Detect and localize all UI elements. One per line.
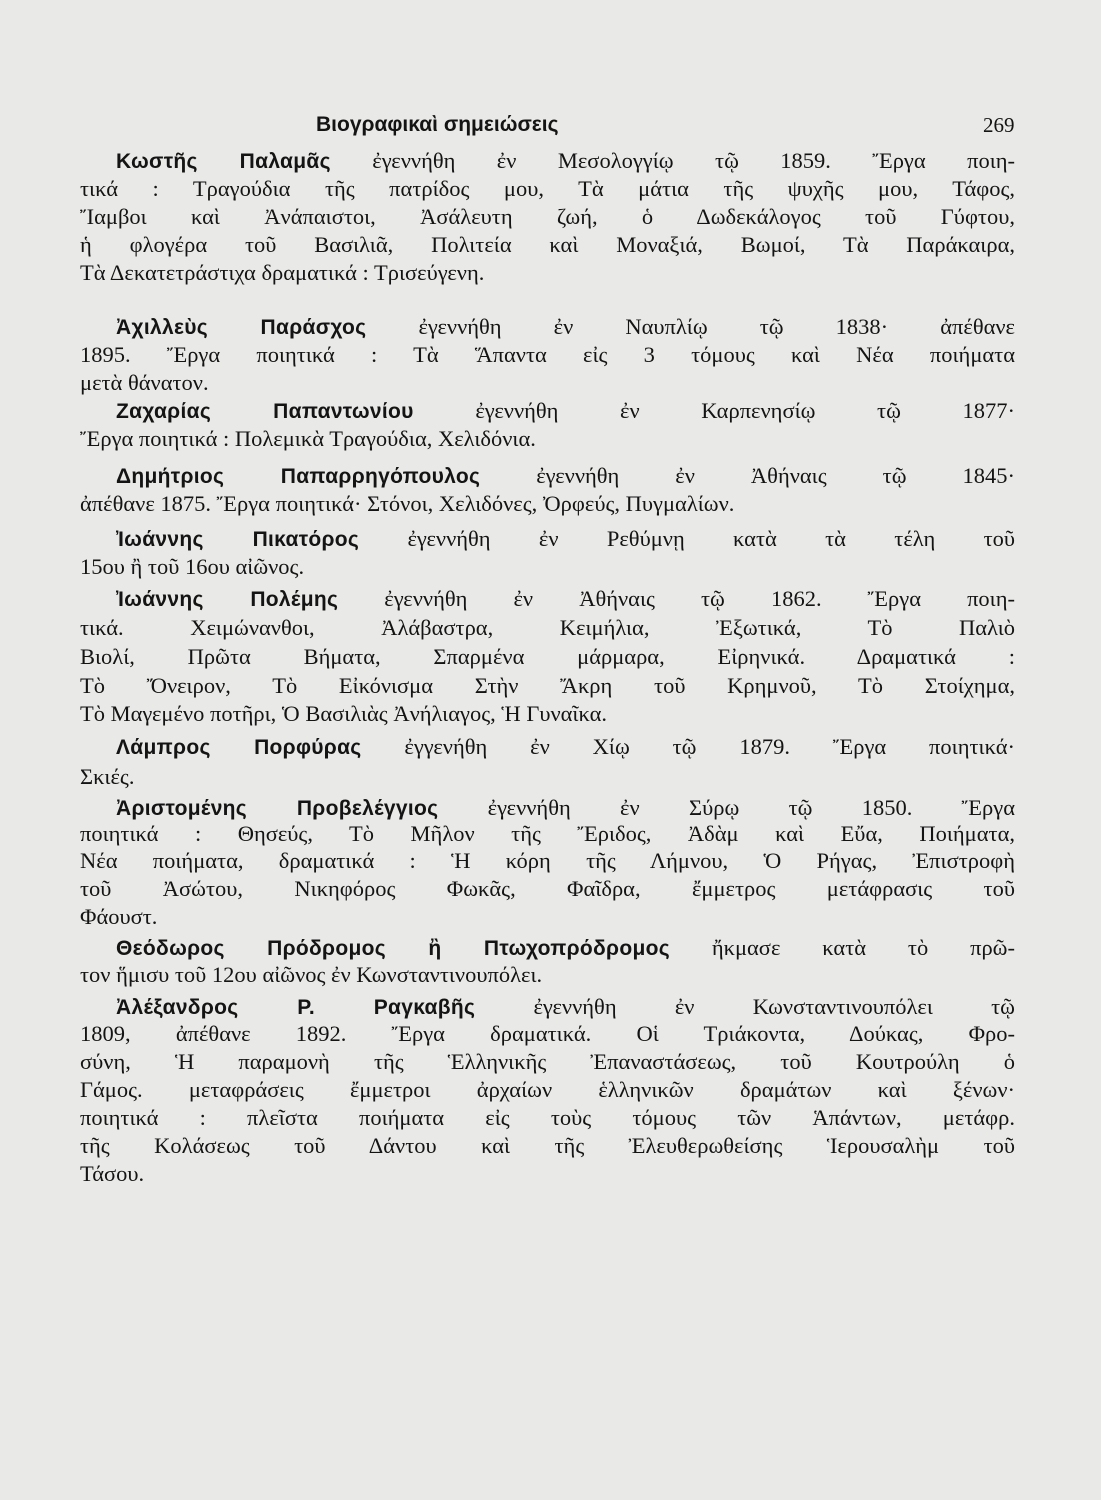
text-line xyxy=(80,586,1015,613)
text-line xyxy=(80,342,1015,368)
text-line xyxy=(80,1105,1015,1131)
text-line xyxy=(80,795,1015,822)
text-line xyxy=(80,426,1015,452)
line-text: ἤκμασε κατὰ τὸ πρῶ- xyxy=(669,935,1015,960)
line-text: ἐγεννήθη ἐν Σύρῳ τῷ 1850. Ἔργα xyxy=(438,795,1015,820)
text-line xyxy=(80,314,1015,341)
person-name: Ζαχαρίας Παπαντωνίου xyxy=(116,400,414,423)
line-text: ἐγεννήθη ἐν Ναυπλίῳ τῷ 1838· ἀπέθανε xyxy=(366,314,1016,339)
text-line xyxy=(80,673,1015,699)
text-line xyxy=(80,204,1015,230)
line-text: ἐγεννήθη ἐν Ρεθύμνῃ κατὰ τὰ τέλη τοῦ xyxy=(359,526,1016,551)
line-text: Τὸ Μαγεμένο ποτῆρι, Ὁ Βασιλιὰς Ἀνήλιαγος, Ἡ Γυναῖκα. xyxy=(80,701,608,726)
text-line xyxy=(80,491,1015,517)
line-text: Τὰ Δεκατετράστιχα δραματικά : Τρισεύγενη. xyxy=(80,260,485,285)
text-line xyxy=(80,904,1015,930)
line-text: ἀπέθανε 1875. Ἔργα ποιητικά· Στόνοι, Χελιδόνες, Ὀρφεύς, Πυγμαλίων. xyxy=(80,491,735,516)
text-line xyxy=(80,1161,1015,1187)
line-text: Ἔργα ποιητικά : Πολεμικὰ Τραγούδια, Χελιδόνια. xyxy=(80,426,536,451)
text-line xyxy=(80,764,1015,790)
person-name: Ἰωάννης Πικατόρος xyxy=(116,528,360,551)
line-text: 1895. Ἔργα ποιητικά : Τὰ Ἅπαντα εἰς 3 τόμους καὶ Νέα ποιήματα xyxy=(80,342,1015,367)
line-text: ἐγεννήθη ἐν Ἀθήναις τῷ 1845· xyxy=(480,463,1015,488)
text-line xyxy=(80,526,1015,553)
line-text: μετὰ θάνατον. xyxy=(80,370,209,395)
text-line xyxy=(80,734,1015,761)
line-text: ἡ φλογέρα τοῦ Βασιλιᾶ, Πολιτεία καὶ Μοναξιά, Βωμοί, Τὰ Παράκαιρα, xyxy=(80,232,1015,257)
text-line xyxy=(80,148,1015,175)
text-line xyxy=(80,1133,1015,1159)
line-text: Ἴαμβοι καὶ Ἀνάπαιστοι, Ἀσάλευτη ζωή, ὁ Δωδεκάλογος τοῦ Γύφτου, xyxy=(80,204,1015,229)
text-line xyxy=(80,398,1015,425)
line-text: τικά. Χειμώνανθοι, Ἀλάβαστρα, Κειμήλια, Ἐξωτικά, Τὸ Παλιὸ xyxy=(80,615,1015,640)
person-name: Ἀχιλλεὺς Παράσχος xyxy=(116,316,367,339)
text-line xyxy=(80,1021,1015,1047)
text-line xyxy=(80,232,1015,258)
line-text: Τάσου. xyxy=(80,1161,145,1186)
text-line xyxy=(80,615,1015,641)
line-text: Σκιές. xyxy=(80,764,135,789)
line-text: 15ου ἢ τοῦ 16ου αἰῶνος. xyxy=(80,554,305,579)
text-line xyxy=(80,463,1015,490)
line-text: ποιητικά : πλεῖστα ποιήματα εἰς τοὺς τόμους τῶν Ἁπάντων, μετάφρ. xyxy=(80,1105,1015,1130)
line-text: ποιητικά : Θησεύς, Τὸ Μῆλον τῆς Ἔριδος, Ἀδὰμ καὶ Εὔα, Ποιήματα, xyxy=(80,821,1015,846)
line-text: 1809, ἀπέθανε 1892. Ἔργα δραματικά. Οἱ Τριάκοντα, Δούκας, Φρο- xyxy=(80,1021,1015,1046)
text-line xyxy=(80,1049,1015,1075)
line-text: ἐγγενήθη ἐν Χίῳ τῷ 1879. Ἔργα ποιητικά· xyxy=(361,734,1015,759)
line-text: Βιολί, Πρῶτα Βήματα, Σπαρμένα μάρμαρα, Εἰρηνικά. Δραματικά : xyxy=(80,644,1015,669)
text-line xyxy=(80,848,1015,874)
person-name: Κωστῆς Παλαμᾶς xyxy=(116,150,331,173)
person-name: Ἀλέξανδρος Ρ. Ραγκαβῆς xyxy=(116,996,476,1019)
text-line xyxy=(80,1077,1015,1103)
line-text: ἐγεννήθη ἐν Καρπενησίῳ τῷ 1877· xyxy=(413,398,1015,423)
line-text: τον ἥμισυ τοῦ 12ου αἰῶνος ἐν Κωνσταντινουπόλει. xyxy=(80,962,543,987)
line-text: τοῦ Ἀσώτου, Νικηφόρος Φωκᾶς, Φαῖδρα, ἔμμετρος μετάφρασις τοῦ xyxy=(80,876,1015,901)
text-line xyxy=(80,701,1015,727)
text-line xyxy=(80,370,1015,396)
person-name: Δημήτριος Παπαρρηγόπουλος xyxy=(116,465,481,488)
line-text: σύνη, Ἡ παραμονὴ τῆς Ἑλληνικῆς Ἐπαναστάσεως, τοῦ Κουτρούλη ὁ xyxy=(80,1049,1015,1074)
text-line xyxy=(80,994,1015,1021)
text-line xyxy=(80,821,1015,847)
text-line xyxy=(80,935,1015,962)
text-line xyxy=(80,260,1015,286)
person-name: Ἀριστομένης Προβελέγγιος xyxy=(116,797,439,820)
person-name: Ἰωάννης Πολέμης xyxy=(116,588,339,611)
line-text: Φάουστ. xyxy=(80,904,158,929)
text-line xyxy=(80,554,1015,580)
person-name: Λάμπρος Πορφύρας xyxy=(116,736,362,759)
running-header-title: Βιογραφικαὶ σημειώσεις xyxy=(316,113,559,136)
line-text: ἐγεννήθη ἐν Μεσολογγίῳ τῷ 1859. Ἔργα ποιη- xyxy=(330,148,1016,173)
person-name: Θεόδωρος Πρόδρομος ἢ Πτωχοπρόδρομος xyxy=(116,937,670,960)
line-text: Νέα ποιήματα, δραματικά : Ἡ κόρη τῆς Λήμνου, Ὁ Ρήγας, Ἐπιστροφὴ xyxy=(80,848,1015,873)
text-line xyxy=(80,644,1015,670)
line-text: ἐγεννήθη ἐν Ἀθήναις τῷ 1862. Ἔργα ποιη- xyxy=(338,586,1015,611)
line-text: τῆς Κολάσεως τοῦ Δάντου καὶ τῆς Ἐλευθερωθείσης Ἱερουσαλὴμ τοῦ xyxy=(80,1133,1015,1158)
page-number: 269 xyxy=(983,113,1015,137)
line-text: ἐγεννήθη ἐν Κωνσταντινουπόλει τῷ xyxy=(475,994,1015,1019)
line-text: τικά : Τραγούδια τῆς πατρίδος μου, Τὰ μάτια τῆς ψυχῆς μου, Τάφος, xyxy=(80,176,1015,201)
text-line xyxy=(80,176,1015,202)
line-text: Τὸ Ὄνειρον, Τὸ Εἰκόνισμα Στὴν Ἄκρη τοῦ Κρημνοῦ, Τὸ Στοίχημα, xyxy=(80,673,1015,698)
line-text: Γάμος. μεταφράσεις ἔμμετροι ἀρχαίων ἑλληνικῶν δραμάτων καὶ ξένων· xyxy=(80,1077,1015,1102)
text-line xyxy=(80,876,1015,902)
text-line xyxy=(80,962,1015,988)
